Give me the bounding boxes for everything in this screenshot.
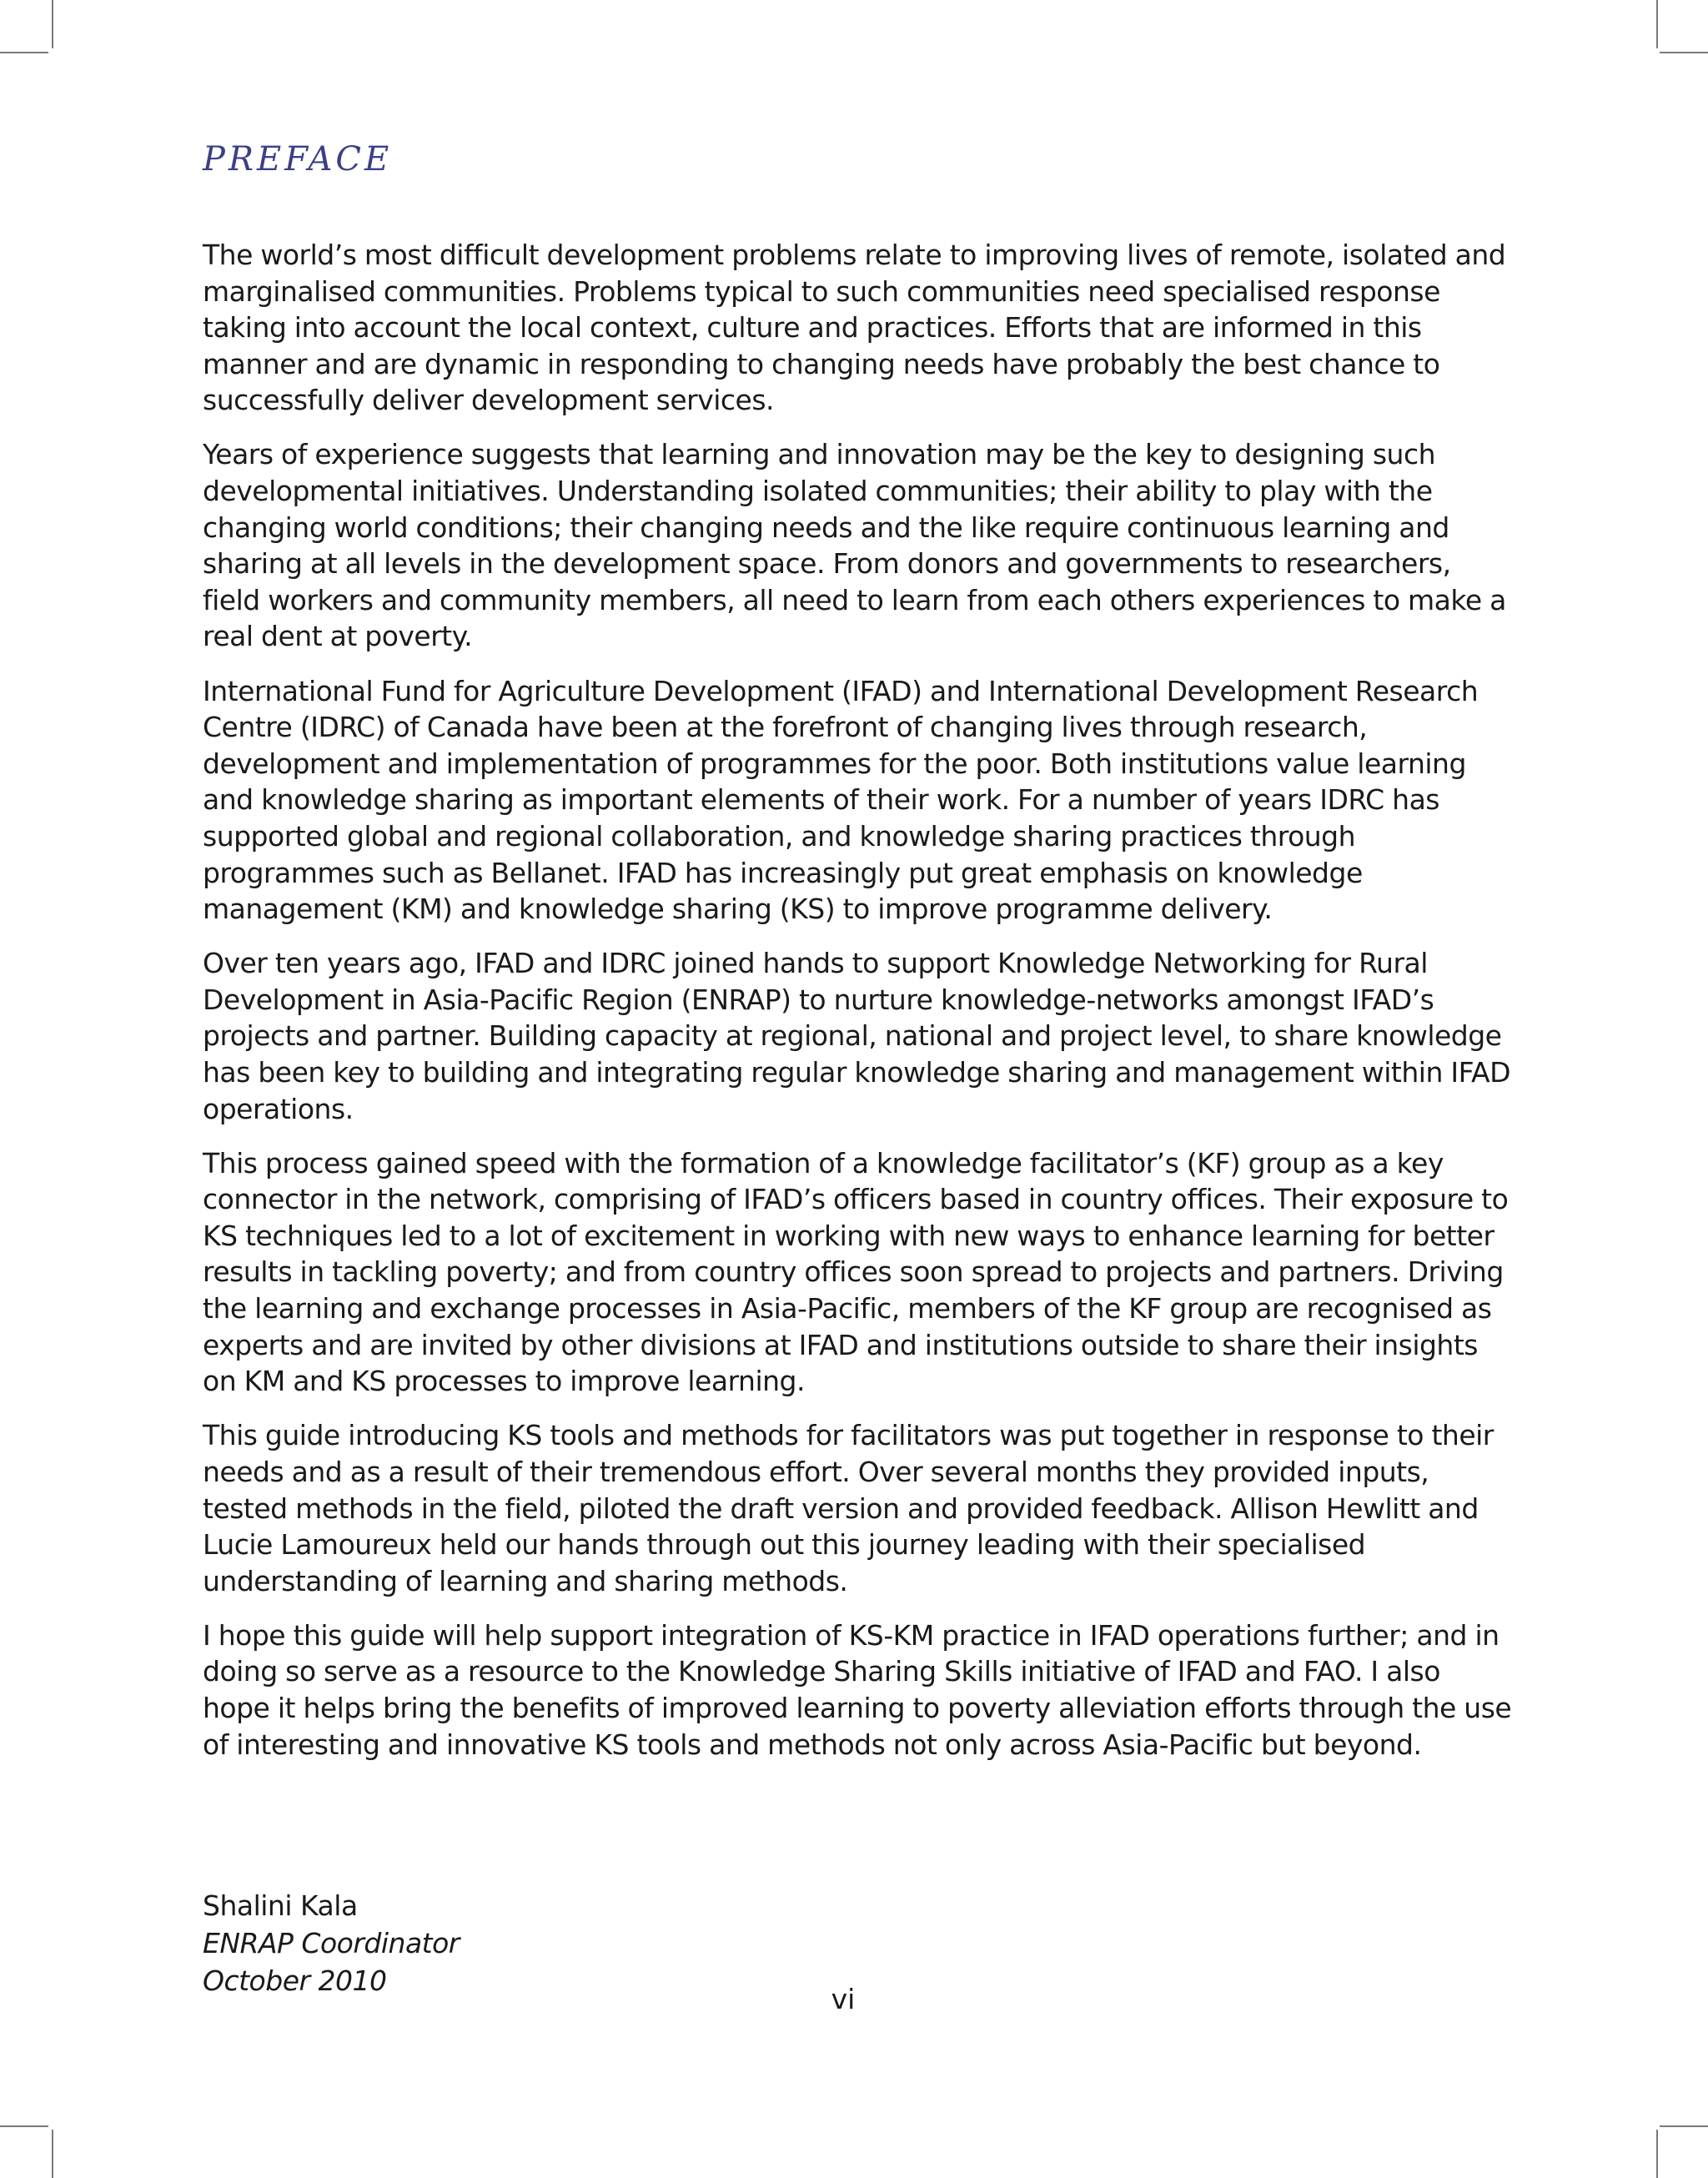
- paragraph: The world’s most difficult development problems relate to improving lives of remote, isolated and marginalised communities. Problems typical to such communities need specialised response taking into account the local context, culture and practices. Efforts that are informed in this manner and are dynamic in responding to changing needs have probably the best chance to successfully deliver development services.: [203, 239, 1506, 417]
- signatory-name: Shalini Kala: [203, 1889, 358, 1922]
- signature-block: [203, 1887, 460, 1999]
- paragraph: I hope this guide will help support integration of KS-KM practice in IFAD operations further; and in doing so serve as a resource to the Knowledge Sharing Skills initiative of IFAD and FAO. I also hope it helps bring the benefits of improved learning to poverty alleviation efforts through the use of interesting and innovative KS tools and methods not only across Asia-Pacific but beyond.: [203, 1618, 1512, 1761]
- crop-mark-bottom-right: [1660, 2125, 1708, 2127]
- preface-body: [203, 237, 1512, 1781]
- crop-mark-top-left: [0, 52, 48, 53]
- paragraph: International Fund for Agriculture Development (IFAD) and International Development Research Centre (IDRC) of Canada have been at the forefront of changing lives through research, development and implementation of programmes for the poor. Both institutions value learning and knowledge sharing as important elements of their work. For a number of years IDRC has supported global and regional collaboration, and knowledge sharing practices through programmes such as Bellanet. IFAD has increasingly put great emphasis on knowledge management (KM) and knowledge sharing (KS) to improve programme delivery.: [203, 674, 1479, 926]
- paragraph: This guide introducing KS tools and methods for facilitators was put together in response to their needs and as a result of their tremendous effort. Over several months they provided inputs, tested methods in the field, piloted the draft version and provided feedback. Allison Hewlitt and Lucie Lamoureux held our hands through out this journey leading with their specialised understanding of learning and sharing methods.: [203, 1419, 1494, 1597]
- crop-mark-top-right: [1660, 52, 1708, 53]
- crop-mark-bottom-left: [0, 2125, 48, 2127]
- paragraph: Years of experience suggests that learning and innovation may be the key to designing such developmental initiatives. Understanding isolated communities; their ability to play with the changing world conditions; their changing needs and the like require continuous learning and sharing at all levels in the development space. From donors and governments to researchers, field workers and community members, all need to learn from each others experiences to make a real dent at poverty.: [203, 438, 1506, 653]
- crop-mark-top-left: [52, 0, 53, 48]
- signatory-role: ENRAP Coordinator: [203, 1927, 460, 1959]
- signature-date: October 2010: [203, 1964, 387, 1997]
- crop-mark-bottom-right: [1656, 2130, 1658, 2178]
- paragraph: This process gained speed with the formation of a knowledge facilitator’s (KF) group as a key connector in the network, comprising of IFAD’s officers based in country offices. Their exposure to KS techniques led to a lot of excitement in working with new ways to enhance learning for better results in tackling poverty; and from country offices soon spread to projects and partners. Driving the learning and exchange processes in Asia-Pacific, members of the KF group are recognised as experts and are invited by other divisions at IFAD and institutions outside to share their insights on KM and KS processes to improve learning.: [203, 1146, 1509, 1398]
- page-title: PREFACE: [203, 140, 393, 179]
- page-number: vi: [831, 1983, 856, 2015]
- crop-mark-bottom-left: [52, 2130, 53, 2178]
- crop-mark-top-right: [1656, 0, 1658, 48]
- paragraph: Over ten years ago, IFAD and IDRC joined hands to support Knowledge Networking for Rural Development in Asia-Pacific Region (ENRAP) to nurture knowledge-networks amongst IFAD’s projects and partner. Building capacity at regional, national and project level, to share knowledge has been key to building and integrating regular knowledge sharing and management within IFAD operations.: [203, 947, 1511, 1125]
